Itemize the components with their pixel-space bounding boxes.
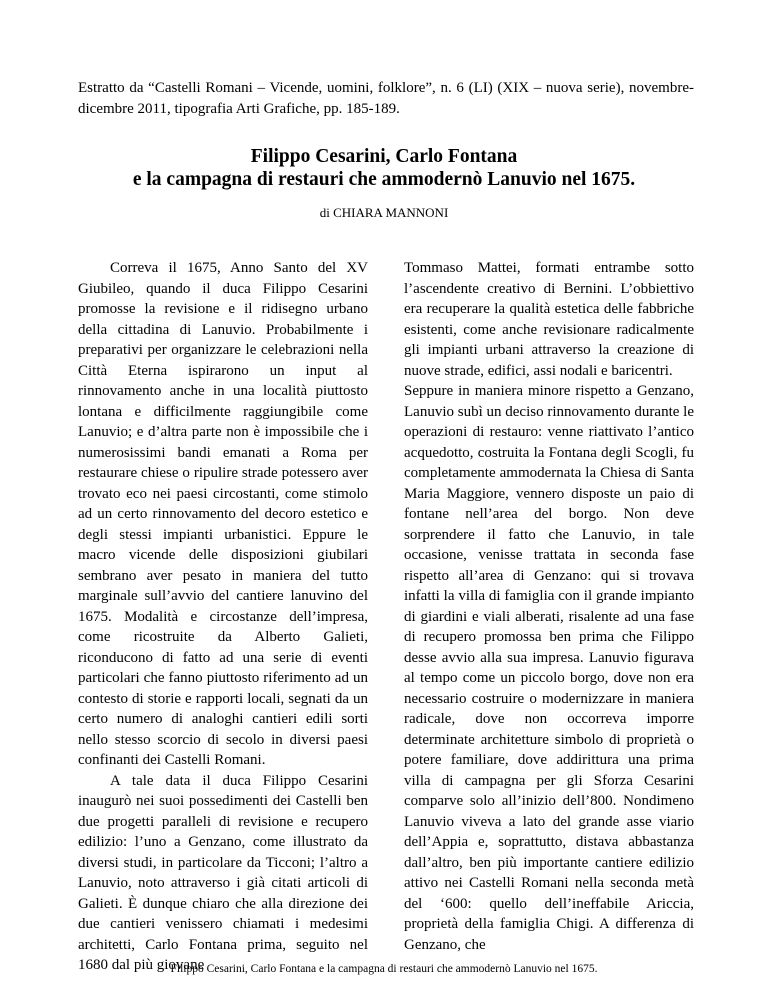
paragraph: Tommaso Mattei, formati entrambe sotto l’ascendente creativo di Bernini. L’obbiettivo era recuperare la qualità estetica delle fabbriche esistenti, come anche revisionare radicalmente gli impianti urbani attraverso la creazione di nuove strade, edifici, assi nodali e baricentri. — [404, 260, 694, 379]
left-column — [78, 258, 368, 976]
paragraph: A tale data il duca Filippo Cesarini inaugurò nei suoi possedimenti dei Castelli ben due progetti paralleli di revisione e recupero edilizio: l’uno a Genzano, come illustrato da diversi studi, in particolare da Ticconi; l’altro a Lanuvio, noto attraverso i già citati articoli di Galieti. È dunque chiaro che alla direzione dei due cantieri venissero chiamati i medesimi architetti, Carlo Fontana prima, seguito nel 1680 dal più giovane — [78, 772, 368, 973]
running-footer: Filippo Cesarini, Carlo Fontana e la campagna di restauri che ammodernò Lanuvio nel 1675. — [170, 963, 598, 975]
source-citation: Estratto da “Castelli Romani – Vicende, uomini, folklore”, n. 6 (LI) (XIX – nuova serie), novembre-dicembre 2011, tipografia Arti Grafiche, pp. 185-189. — [78, 80, 694, 117]
title-line-1: Filippo Cesarini, Carlo Fontana — [250, 146, 518, 167]
title-line-2: e la campagna di restauri che ammodernò Lanuvio nel 1675. — [132, 169, 636, 190]
author-byline: di CHIARA MANNONI — [319, 205, 449, 220]
right-column — [404, 258, 694, 955]
article-title — [40, 145, 728, 191]
paragraph: Correva il 1675, Anno Santo del XV Giubileo, quando il duca Filippo Cesarini promosse la revisione e il ridisegno urbano della cittadina di Lanuvio. Probabilmente i preparativi per organizzare le celebrazioni nella Città Eterna ispirarono un input al rinnovamento anche in una località piuttosto lontana e difficilmente raggiungibile come Lanuvio; e d’altra parte non è impossibile che i numerosissimi bandi emanati a Roma per restaurare chiese o ripulire strade potessero aver trovato eco nei paesi circostanti, come stimolo ad un certo rinnovamento del decoro estetico e degli stessi impianti urbanistici. Eppure le macro vicende delle disposizioni giubilari sembrano aver pesato in maniera del tutto marginale sull’avvio del cantiere lanuvino del 1675. Modalità e circostanze dell’impresa, come ricostruite da Alberto Galieti, riconducono di fatto ad una serie di eventi particolari che fanno piuttosto riferimento ad un contesto di storie e rapporti locali, segnati da un certo numero di analoghi cantieri edili sorti nello stesso scorcio di secolo in diversi paesi confinanti dei Castelli Romani. — [78, 260, 368, 768]
paragraph: Seppure in maniera minore rispetto a Genzano, Lanuvio subì un deciso rinnovamento durante le operazioni di restauro: venne riattivato l’antico acquedotto, costruita la Fontana degli Scogli, fu completamente ammodernata la Chiesa di Santa Maria Maggiore, vennero disposte un paio di fontane nell’area del borgo. Non deve sorprendere il fatto che Lanuvio, in tale occasione, venisse trattata in seconda fase rispetto all’area di Genzano: qui si trovava infatti la villa di famiglia con il grande impianto di giardini e viali alberati, risalente ad una fase di recupero promossa ben prima che Filippo desse avvio alla sua impresa. Lanuvio figurava al tempo come un piccolo borgo, dove non era necessario costruire o modernizzare in maniera radicale, dove non occorreva imporre determinate architetture simbolo di proprietà o potere familiare, dove addirittura una prima villa di campagna per gli Sforza Cesarini comparve solo all’inizio dell’800. Nondimeno Lanuvio viveva a lato del grande asse viario dell’Appia e, soprattutto, distava abbastanza dall’altro, ben più importante cantiere edilizio attivo nei Castelli Romani nella seconda metà del ‘600: quello dell’ineffabile Ariccia, proprietà della famiglia Chigi. A differenza di Genzano, che — [404, 383, 694, 953]
